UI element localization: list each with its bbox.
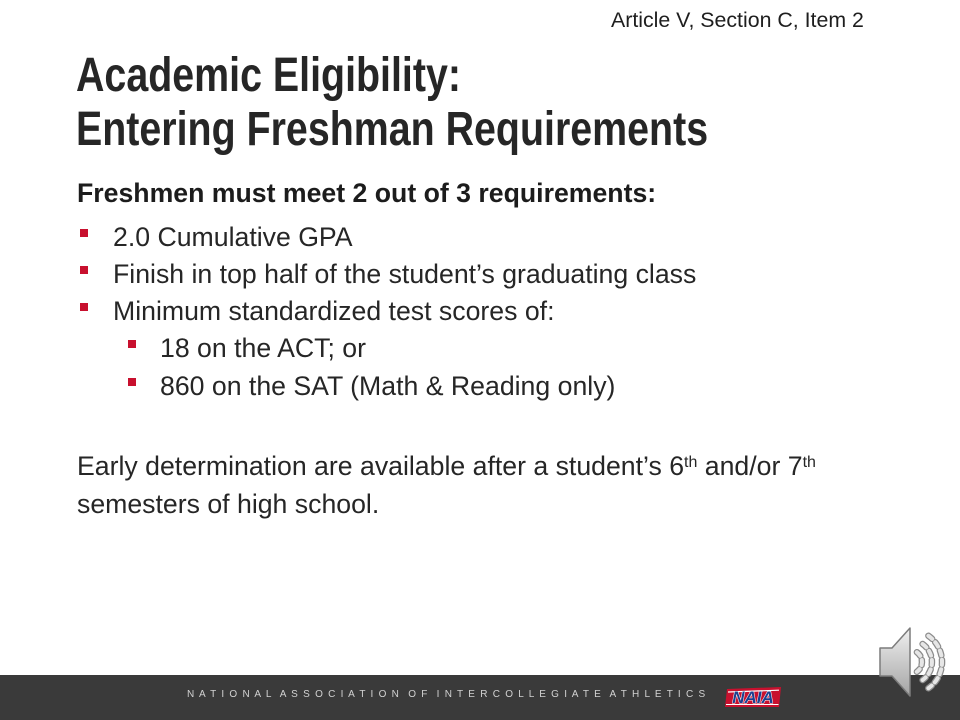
bullet-marker <box>80 303 88 311</box>
requirements-intro: Freshmen must meet 2 out of 3 requirements: <box>77 178 657 208</box>
title-line-2: Entering Freshman Requirements <box>76 103 709 156</box>
speaker-icon[interactable] <box>874 612 950 708</box>
sub-bullet-text: 18 on the ACT; or <box>160 333 366 363</box>
bullet-marker <box>128 378 136 386</box>
footer-bar <box>0 675 960 720</box>
bullet-marker <box>80 229 88 237</box>
slide-title <box>76 49 708 157</box>
note-text: Early determination are available after a student’s 6 <box>77 451 685 481</box>
speaker-body <box>880 628 910 696</box>
note-superscript: th <box>684 454 698 471</box>
bullet-text: 2.0 Cumulative GPA <box>113 222 353 252</box>
title-line-1: Academic Eligibility: <box>76 49 461 102</box>
naia-logo <box>724 684 782 710</box>
sound-waves <box>917 636 942 688</box>
rule-reference: Article V, Section C, Item 2 <box>611 8 864 32</box>
logo-lettering: NAIA <box>732 688 774 707</box>
early-determination-note-line-1 <box>77 450 816 482</box>
bullet-marker <box>128 340 136 348</box>
note-text: and/or 7 <box>697 451 803 481</box>
bullet-text: Minimum standardized test scores of: <box>113 296 555 326</box>
organization-name: N A T I O N A L A S S O C I A T I O N O F I N T E R C O L L E G I A T E A T H L E T I C S <box>187 689 707 700</box>
bullet-text: Finish in top half of the student’s graduating class <box>113 259 697 289</box>
early-determination-note-line-2: semesters of high school. <box>77 489 380 519</box>
sub-bullet-text: 860 on the SAT (Math & Reading only) <box>160 371 616 401</box>
note-superscript: th <box>802 454 816 471</box>
bullet-marker <box>80 266 88 274</box>
